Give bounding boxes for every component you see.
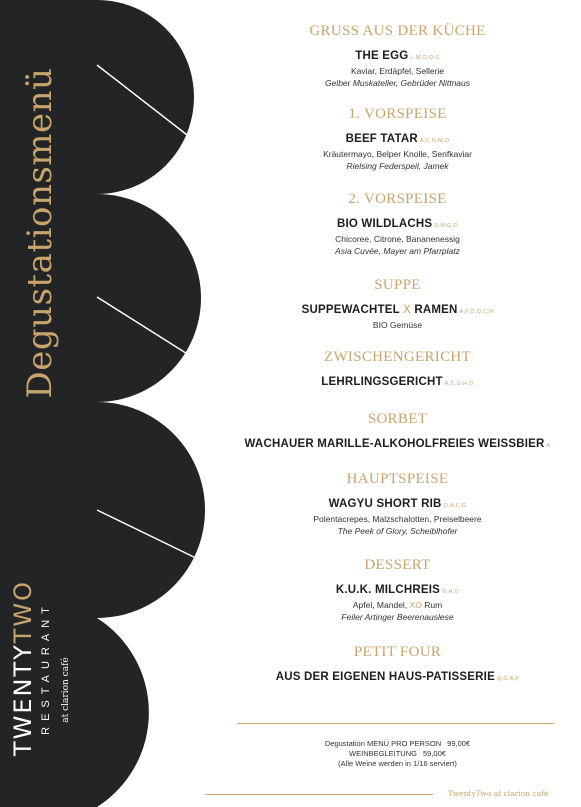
dish-description: Kaviar, Erdäpfel, Sellerie <box>350 66 445 76</box>
menu-price-line <box>240 739 555 749</box>
dish-label: LEHRLINGSGERICHT <box>321 376 443 388</box>
dish-description: BIO Gemüse <box>372 320 423 330</box>
dish-label-b: RAMEN <box>414 304 458 316</box>
wine-pairing: Gelber Muskateller, Gebrüder Nittnaus <box>324 78 471 88</box>
course-title: DESSERT <box>364 557 431 573</box>
description-b: Rum <box>424 600 443 610</box>
allergen-codes: A,C,G,M,O <box>419 138 450 144</box>
menu-price-label: Degustation MENÜ PRO PERSON <box>324 739 442 748</box>
dish-description: Chicoree, Citrone, Bananenessig <box>335 234 460 244</box>
wine-pairing: Asia Cuvée, Mayer am Pfarrplatz <box>335 246 460 256</box>
course-title: SORBET <box>367 411 428 427</box>
dish-name <box>240 497 555 513</box>
allergen-codes: L,M,O,Q,G <box>410 55 440 61</box>
dish-name <box>240 670 555 686</box>
wine-price-label: WEINBEGLEITUNG <box>349 749 417 758</box>
footer-rule <box>205 794 433 795</box>
allergen-codes: O,A,C,G <box>443 503 467 509</box>
dish-label: AUS DER EIGENEN HAUS-PATISSERIE <box>275 671 495 683</box>
course-suppe <box>240 276 555 331</box>
wine-pairing: Rielsing Federspeil, Jamek <box>346 161 449 171</box>
wine-price: 59,00€ <box>422 749 446 758</box>
course-title: 2. VORSPEISE <box>348 191 447 207</box>
course-title: PETIT FOUR <box>353 644 442 660</box>
description-xo: XO <box>409 600 422 610</box>
menu-title: Degustationsmenü <box>20 67 60 399</box>
course-vorspeise-2 <box>240 190 555 258</box>
course-title: ZWISCHENGERICHT <box>324 349 471 365</box>
allergen-codes: D,M,G,O <box>434 223 459 229</box>
course-vorspeise-1 <box>240 105 555 173</box>
course-gruss <box>240 22 555 90</box>
dish-name <box>240 132 555 148</box>
divider <box>237 723 554 724</box>
allergen-codes: Q,G,A,F <box>496 676 520 682</box>
course-dessert <box>240 556 555 624</box>
dish-description: Kräutermayo, Belper Knolle, Senfkaviar <box>323 149 472 159</box>
brand-location: at clarion café <box>61 657 71 723</box>
footer-text: TwentyTwo at clarion café <box>448 789 549 798</box>
allergen-codes: A <box>546 443 551 449</box>
allergen-codes: G,H,O <box>442 589 460 595</box>
course-title: 1. VORSPEISE <box>348 106 447 122</box>
dish-name <box>240 49 555 65</box>
dish-cross: X <box>403 304 411 316</box>
description-a: Apfel, Mandel, <box>352 600 408 610</box>
dish-name <box>240 217 555 233</box>
course-sorbet <box>210 410 581 453</box>
brand-twenty: TWENTY <box>9 643 37 757</box>
brand-two: TWO <box>9 579 37 644</box>
wine-pairing: The Peek of Glory, Scheiblhofer <box>337 526 458 536</box>
allergen-codes: A,C,G,H,O <box>444 381 474 387</box>
dish-label: BEEF TATAR <box>345 133 418 145</box>
course-hauptspeise <box>240 470 555 538</box>
dish-label: THE EGG <box>355 50 409 62</box>
course-zwischengericht <box>240 348 555 391</box>
course-petit-four <box>240 643 555 686</box>
dish-label-a: SUPPEWACHTEL <box>301 304 400 316</box>
dish-label: WAGYU SHORT RIB <box>328 498 442 510</box>
wine-pairing: Feiler Artinger Beerenauslese <box>341 612 454 622</box>
dish-name <box>210 437 581 453</box>
course-title: HAUPTSPEISE <box>346 471 449 487</box>
dish-label: WACHAUER MARILLE-ALKOHOLFREIES WEISSBIER <box>244 438 545 450</box>
menu-price: 99,00€ <box>447 739 471 748</box>
wine-price-line <box>240 749 555 759</box>
pricing-block <box>240 739 555 769</box>
dish-name <box>240 303 555 319</box>
course-title: GRUSS AUS DER KÜCHE <box>309 23 486 39</box>
course-title: SUPPE <box>374 277 421 293</box>
dish-label: BIO WILDLACHS <box>336 218 433 230</box>
brand-logo <box>9 580 37 756</box>
brand-restaurant: RESTAURANT <box>40 601 52 735</box>
allergen-codes: A,F,O,Q,C,N <box>459 309 494 315</box>
dish-name <box>240 375 555 391</box>
dish-label: K.U.K. MILCHREIS <box>335 584 441 596</box>
dish-name <box>240 583 555 599</box>
dish-description <box>240 599 555 611</box>
dish-description: Polentacrepes, Malzschalotten, Preiselbeere <box>313 514 482 524</box>
wine-note: (Alle Weine werden in 1/16 serviert) <box>338 759 457 768</box>
